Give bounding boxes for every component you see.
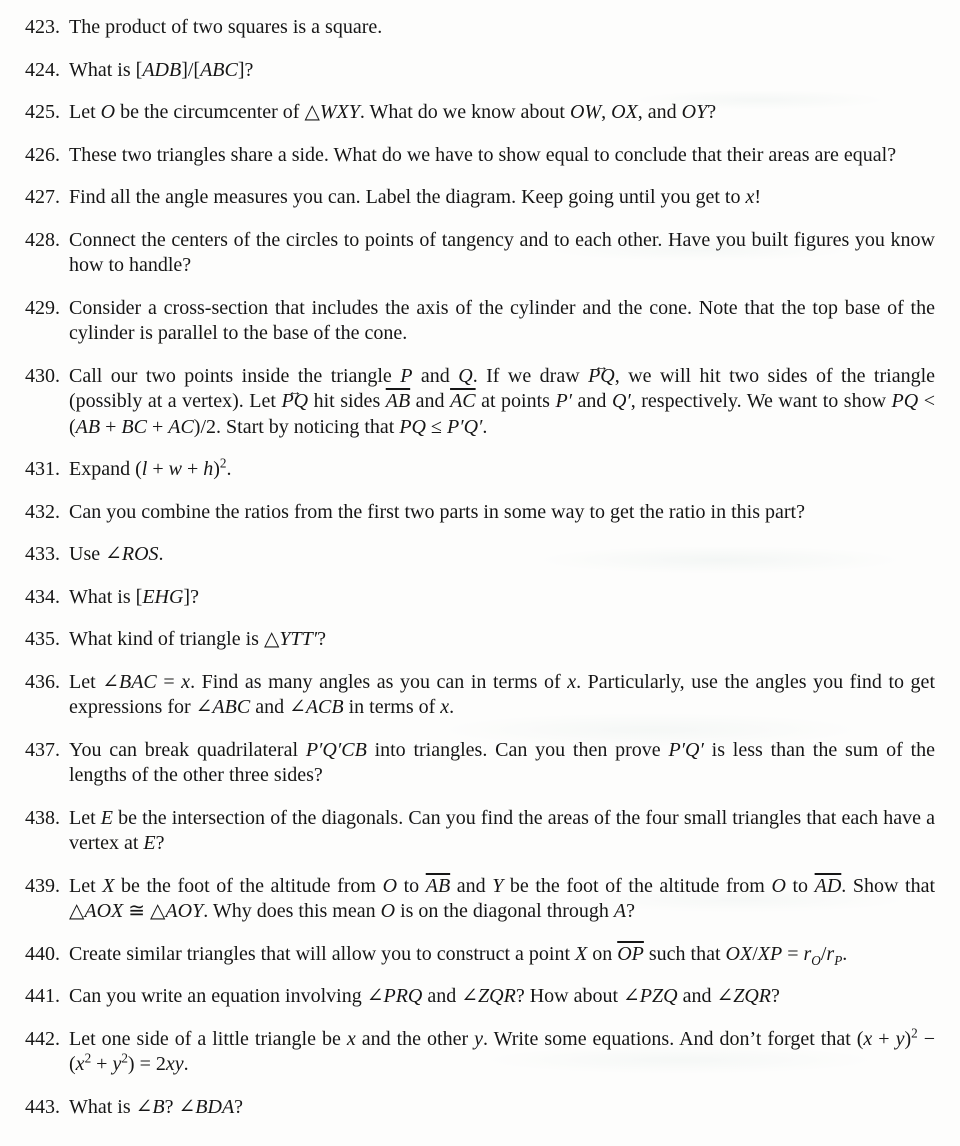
hint-number: 425. bbox=[25, 101, 60, 123]
text-run: and bbox=[410, 390, 451, 412]
text-run: , and bbox=[637, 101, 682, 123]
text-run: to bbox=[397, 874, 426, 897]
text-run: . Why does this mean bbox=[203, 900, 381, 922]
hint-number: 432. bbox=[25, 500, 60, 523]
hint-item-427 bbox=[25, 185, 935, 211]
text-run: + bbox=[147, 458, 169, 480]
hint-text bbox=[69, 457, 935, 483]
math-variable: PRQ bbox=[383, 985, 423, 1007]
math-variable: O bbox=[382, 874, 398, 897]
math-variable: X bbox=[102, 874, 115, 897]
text-run: . bbox=[226, 458, 232, 480]
math-variable: r bbox=[803, 942, 812, 965]
hint-item-441 bbox=[25, 984, 935, 1010]
math-variable: xy bbox=[165, 1053, 184, 1075]
text-run: These two triangles share a side. What do we have to show equal to conclude that their areas are equal? bbox=[69, 143, 897, 166]
hint-text bbox=[69, 228, 935, 279]
text-run: ! bbox=[754, 186, 762, 208]
math-variable: ABC bbox=[212, 696, 251, 718]
text-run: What is ∠ bbox=[69, 1095, 153, 1118]
math-variable: E bbox=[100, 806, 114, 829]
hint-text bbox=[69, 500, 935, 526]
math-variable: OW bbox=[570, 101, 602, 123]
math-variable: Q bbox=[458, 364, 473, 387]
hint-number: 435. bbox=[25, 628, 60, 650]
math-variable: h bbox=[203, 458, 214, 480]
text-run: Let bbox=[69, 101, 101, 123]
text-run: . bbox=[842, 942, 848, 965]
hint-text bbox=[69, 185, 935, 211]
hint-item-424 bbox=[25, 58, 935, 84]
hint-number: 438. bbox=[25, 806, 60, 829]
math-variable: ABC bbox=[200, 58, 238, 81]
math-variable: y bbox=[474, 1027, 483, 1050]
hint-item-439 bbox=[25, 874, 935, 925]
hint-text bbox=[69, 806, 935, 857]
text-run: . Particularly, use the angles you find to get expressions for ∠ bbox=[69, 670, 935, 718]
hint-item-434 bbox=[25, 585, 935, 611]
hint-item-436 bbox=[25, 670, 935, 721]
math-variable: y bbox=[112, 1053, 122, 1075]
text-run: and bbox=[450, 874, 493, 897]
text-run: is less than the sum of the lengths of the other three sides? bbox=[69, 738, 936, 786]
math-variable: x bbox=[75, 1053, 85, 1075]
hint-item-428 bbox=[25, 228, 935, 279]
text-run: be the foot of the altitude from bbox=[503, 874, 772, 897]
math-variable: A bbox=[613, 900, 627, 922]
math-variable: BAC bbox=[118, 670, 157, 693]
math-variable: O bbox=[100, 101, 116, 123]
math-variable: X bbox=[575, 942, 588, 965]
text-run: in terms of bbox=[343, 696, 441, 718]
hint-number: 427. bbox=[25, 186, 60, 208]
hint-text bbox=[69, 542, 935, 568]
superscript: 2 bbox=[219, 455, 227, 471]
text-run: into triangles. Can you then prove bbox=[366, 738, 669, 761]
text-run: and ∠ bbox=[677, 985, 734, 1007]
text-run: + bbox=[181, 458, 204, 480]
text-run: Find all the angle measures you can. Label the diagram. Keep going until you get to bbox=[69, 186, 746, 208]
text-run: on bbox=[587, 942, 618, 965]
text-run: + bbox=[91, 1053, 113, 1075]
text-run: , respectively. We want to show bbox=[630, 390, 892, 412]
text-run: . Write some equations. And don’t forget that ( bbox=[483, 1027, 864, 1050]
math-variable: P bbox=[400, 364, 413, 387]
math-variable: w bbox=[168, 458, 182, 480]
hint-number: 442. bbox=[25, 1027, 60, 1050]
text-run: ? bbox=[626, 900, 636, 922]
math-variable: ROS bbox=[121, 543, 159, 565]
math-variable: P′Q′ bbox=[446, 415, 483, 438]
line-arrow-notation: ↔ PQ bbox=[281, 389, 308, 415]
hint-item-442 bbox=[25, 1024, 935, 1078]
hint-item-425 bbox=[25, 100, 935, 126]
text-run: be the circumcenter of △ bbox=[115, 101, 320, 123]
text-run: ≅ △ bbox=[123, 900, 166, 922]
text-run: and bbox=[412, 364, 459, 387]
text-run: . Find as many angles as you can in terms of bbox=[190, 670, 568, 693]
math-variable: BDA bbox=[195, 1095, 235, 1118]
line-arrow-notation: ↔ PQ bbox=[588, 364, 615, 390]
hint-number: 428. bbox=[25, 228, 60, 251]
hint-number: 431. bbox=[25, 458, 60, 480]
text-run: ? bbox=[771, 985, 780, 1007]
hint-item-443 bbox=[25, 1095, 935, 1121]
text-run: ) bbox=[213, 458, 220, 480]
text-run: at points bbox=[475, 390, 556, 412]
math-variable: YTT′ bbox=[279, 628, 318, 650]
text-run: Let one side of a little triangle be bbox=[69, 1027, 347, 1050]
math-variable: x bbox=[440, 696, 450, 718]
hint-number: 436. bbox=[25, 670, 60, 693]
text-run: Expand ( bbox=[69, 458, 142, 480]
math-variable: OX bbox=[725, 942, 753, 965]
hint-item-426 bbox=[25, 143, 935, 169]
math-variable: AOX bbox=[84, 900, 124, 922]
hint-text bbox=[69, 984, 935, 1010]
superscript: 2 bbox=[911, 1024, 918, 1040]
text-run: be the intersection of the diagonals. Can you find the areas of the four small triangles that each have a vertex at bbox=[69, 806, 935, 854]
hint-number: 437. bbox=[25, 738, 60, 761]
math-variable: PQ bbox=[891, 390, 919, 412]
hint-number: 434. bbox=[25, 585, 60, 608]
math-variable: EHG bbox=[142, 585, 184, 608]
text-run: and ∠ bbox=[422, 985, 479, 1007]
hint-item-435 bbox=[25, 627, 935, 653]
text-run: be the foot of the altitude from bbox=[114, 874, 383, 897]
hint-text bbox=[69, 143, 935, 169]
text-run: What is [ bbox=[69, 585, 143, 608]
hint-item-432 bbox=[25, 500, 935, 526]
math-variable: x bbox=[346, 1027, 356, 1050]
text-run: Let bbox=[69, 874, 103, 897]
math-variable: y bbox=[895, 1027, 905, 1050]
math-variable: P′ bbox=[555, 390, 573, 412]
text-run: )/2. Start by noticing that bbox=[193, 415, 400, 438]
text-run: Let ∠ bbox=[69, 670, 119, 693]
text-run: − ( bbox=[69, 1027, 935, 1075]
text-run: , we will hit two sides of the triangle (possibly at a vertex). Let bbox=[69, 364, 936, 412]
hint-text bbox=[69, 738, 935, 789]
segment-overline-notation: $\overline{AB}$ bbox=[425, 874, 451, 897]
hint-item-430 bbox=[25, 364, 935, 441]
math-variable: P′Q′CB bbox=[305, 738, 367, 761]
hint-text bbox=[69, 1024, 935, 1078]
math-variable: x bbox=[567, 670, 577, 693]
hint-item-438 bbox=[25, 806, 935, 857]
subscript: O bbox=[811, 952, 821, 968]
math-variable: O bbox=[380, 900, 396, 922]
text-run: ]/[ bbox=[181, 58, 201, 81]
math-variable: E bbox=[143, 832, 156, 854]
text-run: ]? bbox=[237, 58, 254, 81]
hint-number: 439. bbox=[25, 874, 60, 897]
math-variable: OX bbox=[611, 101, 638, 123]
math-variable: WXY bbox=[319, 101, 360, 123]
hint-text bbox=[69, 58, 935, 84]
text-run: < ( bbox=[69, 390, 935, 438]
text-run: and ∠ bbox=[250, 696, 306, 718]
text-run: + bbox=[100, 415, 122, 438]
text-run: You can break quadrilateral bbox=[69, 738, 306, 761]
math-variable: XP bbox=[757, 942, 783, 965]
hint-number: 433. bbox=[25, 543, 60, 565]
math-variable: BC bbox=[121, 415, 147, 438]
subscript: P bbox=[834, 952, 843, 968]
text-run: ]? bbox=[183, 585, 199, 608]
math-variable: AB bbox=[75, 415, 101, 438]
hint-text bbox=[69, 585, 935, 611]
hint-number: 426. bbox=[25, 143, 60, 166]
text-run: ? ∠ bbox=[164, 1095, 196, 1118]
text-run: and the other bbox=[355, 1027, 475, 1050]
text-run: ) bbox=[904, 1027, 912, 1050]
text-run: = bbox=[156, 670, 182, 693]
math-variable: B bbox=[152, 1095, 165, 1118]
math-variable: x bbox=[863, 1027, 873, 1050]
text-run: + bbox=[872, 1027, 896, 1050]
text-run: . bbox=[158, 543, 164, 565]
text-run: Let bbox=[69, 806, 101, 829]
math-variable: x bbox=[181, 670, 191, 693]
text-run: such that bbox=[643, 942, 726, 965]
text-run: Create similar triangles that will allow you to construct a point bbox=[69, 942, 575, 965]
text-run: Connect the centers of the circles to points of tangency and to each other. Have you built figures you know how to handle? bbox=[69, 228, 935, 276]
text-run: The product of two squares is a square. bbox=[69, 16, 383, 38]
text-run: and bbox=[572, 390, 612, 412]
hint-text bbox=[69, 100, 935, 126]
hint-item-433 bbox=[25, 542, 935, 568]
math-variable: P′Q′ bbox=[668, 738, 704, 761]
hint-number: 429. bbox=[25, 296, 60, 319]
hint-item-440 bbox=[25, 942, 935, 968]
math-variable: PZQ bbox=[639, 985, 678, 1007]
hint-number: 430. bbox=[25, 364, 60, 387]
text-run: to bbox=[785, 874, 815, 897]
text-run: is on the diagonal through bbox=[395, 900, 614, 922]
hint-text bbox=[69, 15, 935, 41]
math-variable: Q′ bbox=[611, 390, 631, 412]
text-run: ≤ bbox=[426, 415, 447, 438]
math-variable: PQ bbox=[399, 415, 426, 438]
text-run: ? bbox=[234, 1095, 244, 1118]
hint-text bbox=[69, 874, 935, 925]
text-run: ? bbox=[155, 832, 165, 854]
hint-item-423 bbox=[25, 15, 935, 41]
text-run: Can you write an equation involving ∠ bbox=[69, 985, 384, 1007]
text-run: = bbox=[782, 942, 804, 965]
text-run: . bbox=[183, 1053, 189, 1075]
text-run: hit sides bbox=[308, 390, 386, 412]
text-run: / bbox=[820, 942, 827, 965]
math-variable: ZQR bbox=[478, 985, 516, 1007]
text-run: ) = 2 bbox=[127, 1053, 166, 1075]
hint-text bbox=[69, 627, 935, 653]
text-run: . bbox=[449, 696, 455, 718]
hint-item-437 bbox=[25, 738, 935, 789]
text-run: . bbox=[482, 415, 488, 438]
hint-number: 443. bbox=[25, 1095, 60, 1118]
text-run: , bbox=[601, 101, 612, 123]
text-run: Can you combine the ratios from the first two parts in some way to get the ratio in this part? bbox=[69, 500, 805, 523]
hint-item-431 bbox=[25, 457, 935, 483]
math-variable: O bbox=[771, 874, 786, 897]
math-variable: r bbox=[826, 942, 835, 965]
text-run: ? bbox=[317, 628, 326, 650]
text-run: Use ∠ bbox=[69, 543, 122, 565]
hint-number: 441. bbox=[25, 985, 60, 1007]
math-variable: AC bbox=[168, 415, 194, 438]
text-run: . Show that △ bbox=[69, 874, 936, 922]
text-run: . What do we know about bbox=[359, 101, 570, 123]
superscript: 2 bbox=[121, 1050, 128, 1066]
text-run: . If we draw bbox=[472, 364, 589, 387]
hint-number: 423. bbox=[25, 16, 60, 38]
hint-text bbox=[69, 942, 935, 968]
hint-text bbox=[69, 296, 935, 347]
segment-overline-notation: $\overline{AB}$ bbox=[385, 390, 411, 412]
hint-text bbox=[69, 670, 935, 721]
math-variable: ACB bbox=[305, 696, 344, 718]
text-run: What is [ bbox=[69, 58, 143, 81]
hint-text bbox=[69, 364, 935, 441]
segment-overline-notation: $\overline{AD}$ bbox=[814, 874, 842, 897]
segment-overline-notation: $\overline{OP}$ bbox=[617, 942, 644, 965]
text-run: ? How about ∠ bbox=[515, 985, 640, 1007]
hint-item-429 bbox=[25, 296, 935, 347]
math-variable: ZQR bbox=[733, 985, 772, 1007]
text-run: ? bbox=[707, 101, 717, 123]
text-run: + bbox=[146, 415, 169, 438]
segment-overline-notation: $\overline{AC}$ bbox=[450, 390, 476, 412]
text-run: What kind of triangle is △ bbox=[69, 628, 280, 650]
superscript: 2 bbox=[84, 1050, 92, 1066]
text-run: Consider a cross-section that includes the axis of the cylinder and the cone. Note that the top base of the cylinder is parallel to the base of the cone. bbox=[69, 296, 935, 344]
hint-number: 424. bbox=[25, 58, 60, 81]
math-variable: AOY bbox=[165, 900, 204, 922]
math-variable: ADB bbox=[142, 58, 182, 81]
hint-text bbox=[69, 1095, 935, 1121]
math-variable: l bbox=[141, 458, 148, 480]
math-variable: x bbox=[745, 186, 755, 208]
hint-number: 440. bbox=[25, 942, 60, 965]
math-variable: OY bbox=[681, 101, 708, 123]
hints-list bbox=[25, 15, 935, 1120]
text-run: Call our two points inside the triangle bbox=[69, 364, 401, 387]
text-run: / bbox=[752, 942, 758, 965]
math-variable: Y bbox=[492, 874, 504, 897]
